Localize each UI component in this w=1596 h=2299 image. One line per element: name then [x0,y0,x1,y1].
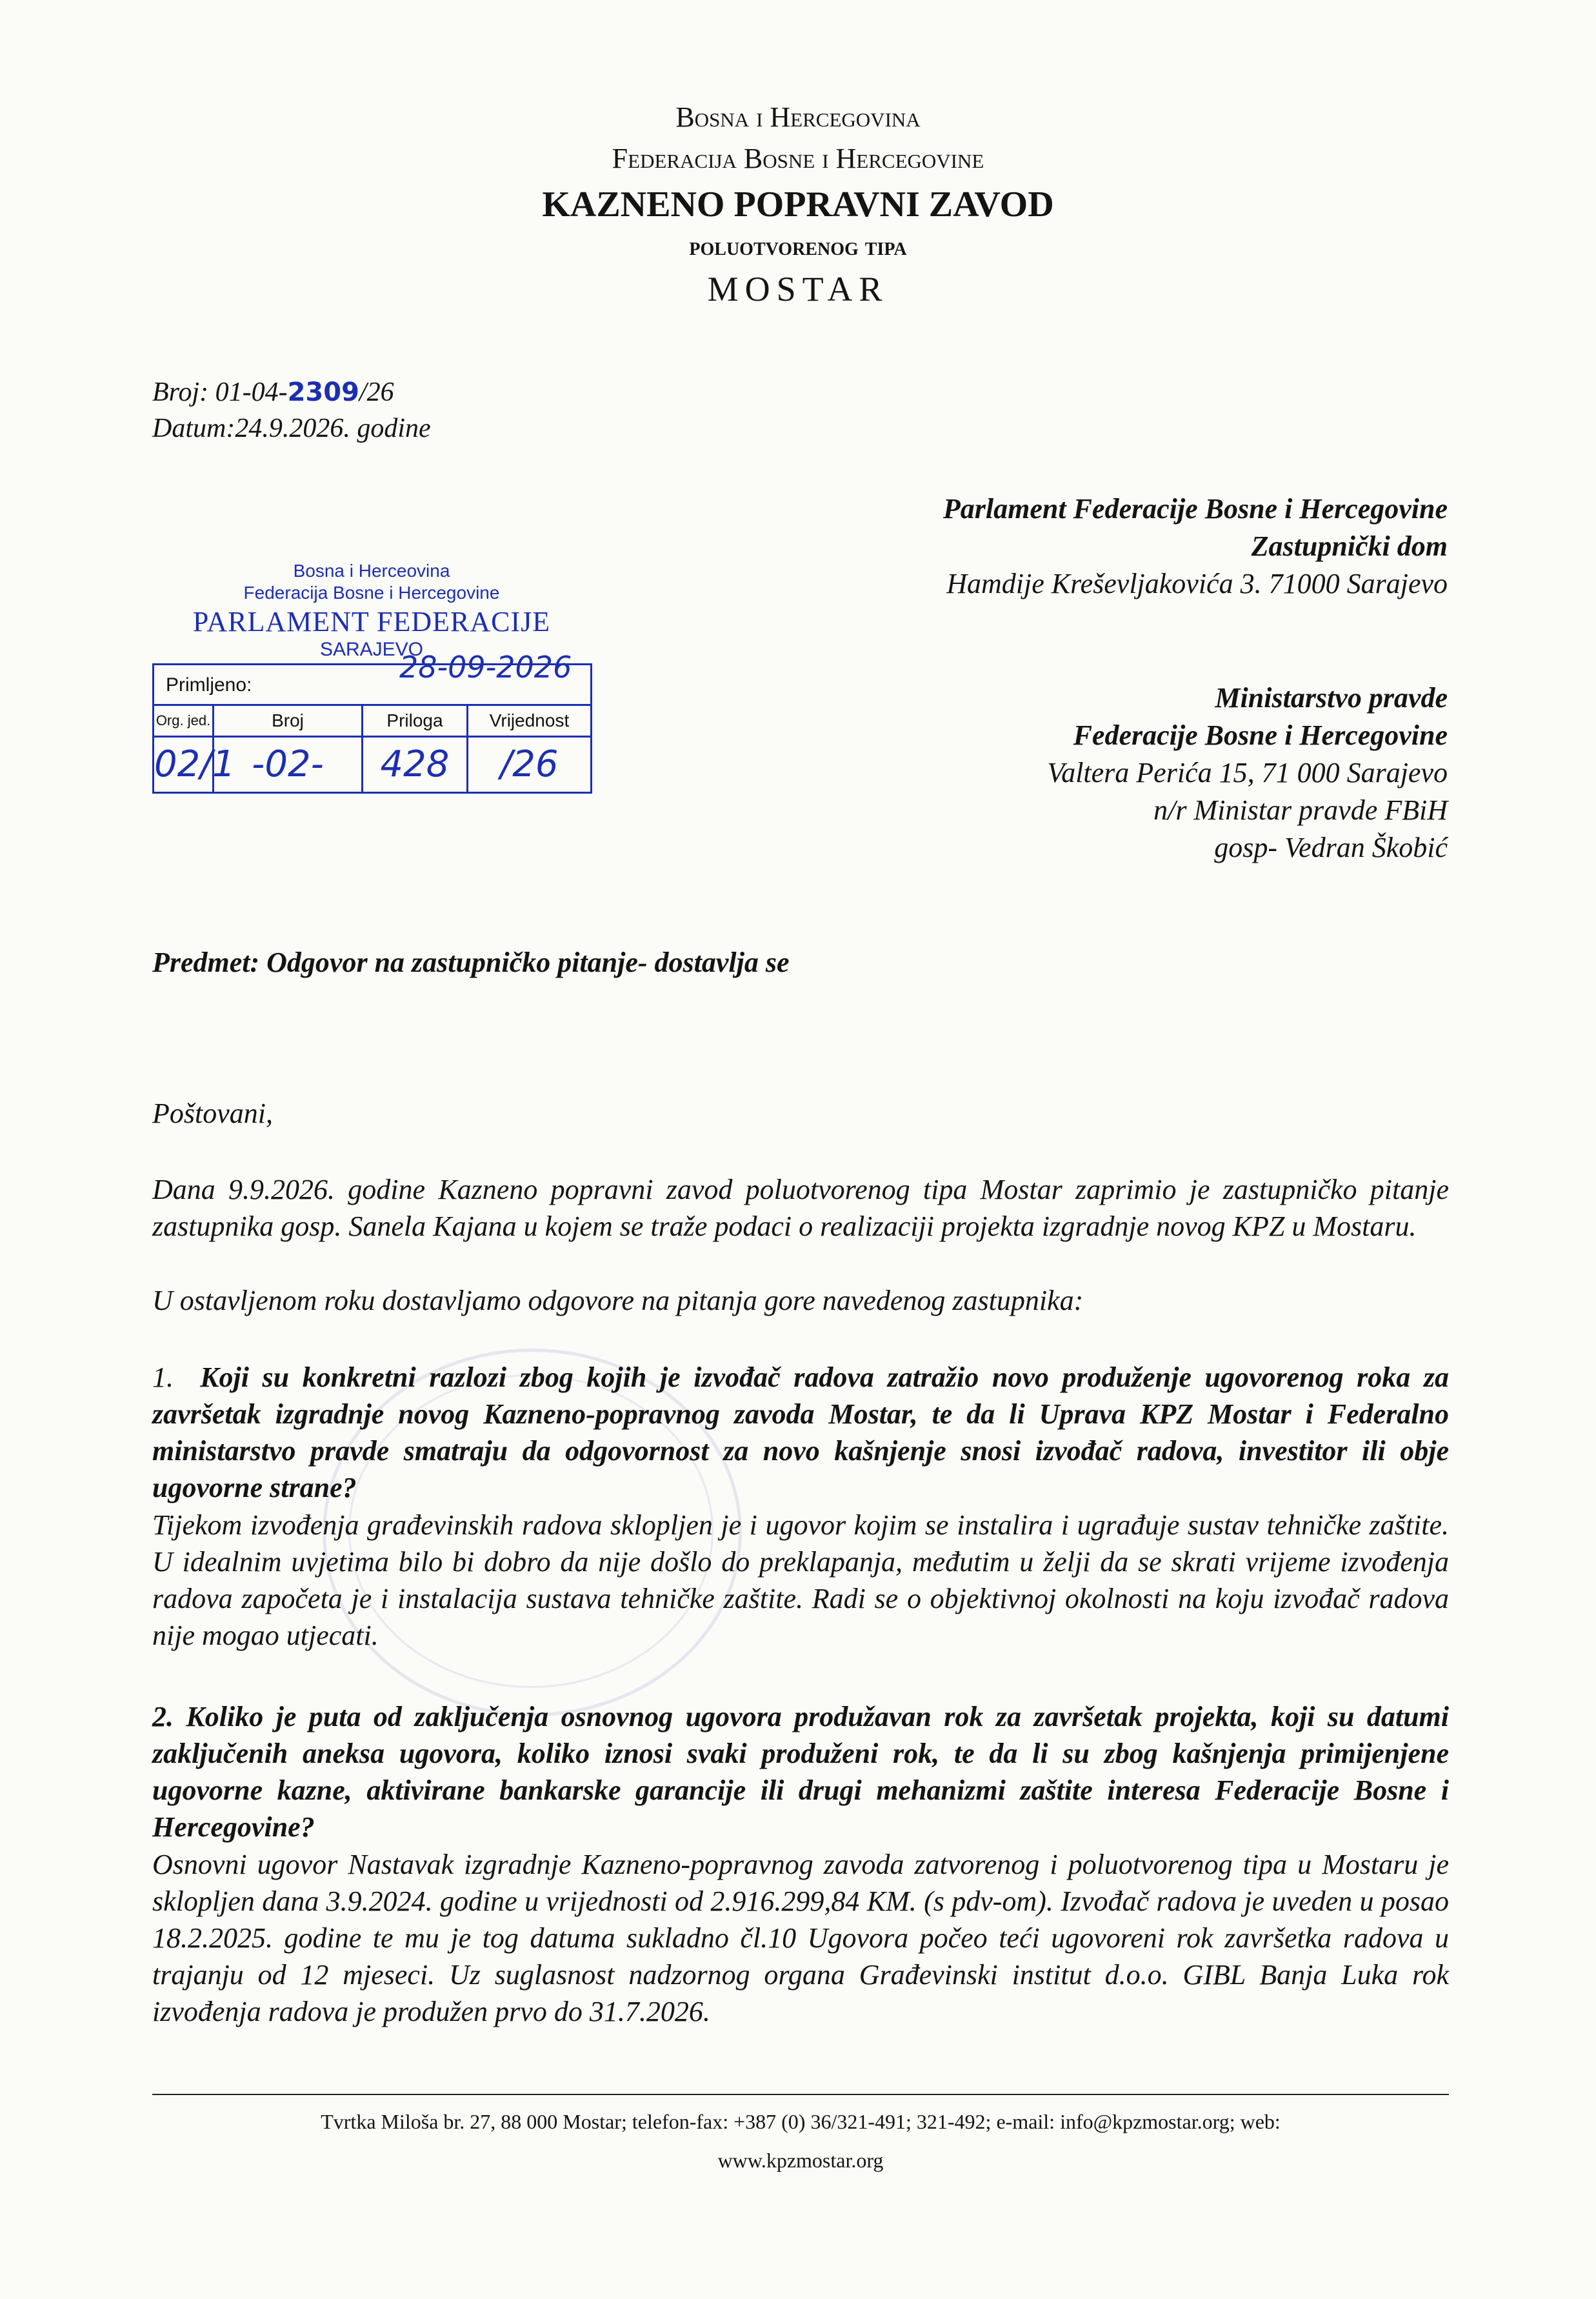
recipient-name: Parlament Federacije Bosne i Hercegovine [943,493,1448,525]
stamp-table [152,650,592,794]
recipient-dept: Zastupnički dom [1251,530,1448,562]
institution-name: KAZNENO POPRAVNI ZAVOD [542,185,1054,225]
stamp-parliament: PARLAMENT FEDERACIJE [192,606,551,637]
footer-divider [152,2094,1449,2095]
letterhead [0,97,1596,314]
ministry-person: gosp- Vedran Škobić [1214,832,1448,863]
footer-contact: Tvrtka Miloša br. 27, 88 000 Mostar; telefon-fax: +387 (0) 36/321-491; 321-492; e-mail: info@kpzmostar.org; web: [321,2110,1281,2133]
stamp-city: SARAJEVO [319,639,424,660]
stamp-val-priloga: 428 [363,738,468,792]
answer-1: Tijekom izvođenja građevinskih radova sklopljen je i ugovor kojim se instalira i ugrađuje sustav tehničke zaštite. U idealnim uvjetima bilo bi dobro da nije došlo do preklapanja, međutim u želji da se skrati vrijeme izvođenja radova započeta je i instalacija sustava tehničke zaštite. Radi se o objektivnoj okolnosti na koju izvođač radova nije mogao utjecati. [152,1509,1449,1651]
intro-paragraph: Dana 9.9.2026. godine Kazneno popravni zavod poluotvorenog tipa Mostar zaprimio je zastupničko pitanje zastupnika gosp. Sanela Kajana u kojem se traže podaci o realizaciji projekta izgradnje novog KPZ u Mostaru. [152,1174,1449,1242]
stamp-col-vrijednost: Vrijednost [489,710,570,730]
country-name: Bosna i Hercegovina [675,101,921,133]
institution-type: poluotvorenog tipa [689,232,907,261]
stamp-received-date: 28-09-2026 [399,650,572,685]
recipient-parliament [943,490,1448,603]
institution-city: MOSTAR [707,270,889,308]
footer-website: www.kpzmostar.org [717,2149,884,2172]
received-stamp [152,560,591,794]
intro-paragraph-2: U ostavljenom roku dostavljamo odgovore na pitanja gore navedenog zastupnika: [152,1285,1084,1316]
question-2: 2. Koliko je puta od zaključenja osnovnog ugovora produžavan rok za završetak projekta, koji su datumi zaključenih aneksa ugovora, koliko iznosi svaki produženi rok, te da li su zbog kašnjenja primijenjene ugovorne kazne, aktivirane bankarske garancije ili drugi mehanizmi zaštite interesa Federacije Bosne i Hercegovine? [152,1701,1449,1843]
ministry-name-2: Federacije Bosne i Hercegovine [1073,719,1448,751]
recipient-ministry [1047,679,1448,867]
reference-date: Datum:24.9.2026. godine [152,414,431,443]
recipient-address: Hamdije Kreševljakovića 3. 71000 Sarajevo [946,568,1448,599]
answer-2: Osnovni ugovor Nastavak izgradnje Kazneno-popravnog zavoda zatvorenog i poluotvorenog tipa u Mostaru je sklopljen dana 3.9.2024. godine u vrijednosti od 2.916.299,84 KM. (s pdv-om). Izvođač radova je uveden u posao 18.2.2025. godine te mu je tog datuma sukladno čl.10 Ugovora počeo teći ugovoreni rok završetka radova u trajanju od 12 mjeseci. Uz suglasnost nadzornog organa Građevinski institut d.o.o. GIBL Banja Luka rok izvođenja radova je produžen prvo do 31.7.2026. [152,1849,1449,2027]
stamp-col-broj: Broj [214,706,363,736]
reference-block [152,374,431,447]
reference-number [152,374,431,410]
stamp-value-row [154,738,590,792]
question-1 [152,1359,1449,1506]
stamp-val-vrijednost: /26 [500,743,559,785]
question-1-text: Koji su konkretni razlozi zbog kojih je izvođač radova zatražio novo produženje ugovorenog roka za završetak izgradnje novog Kazneno-popravnog zavoda Mostar, te da li Uprava KPZ Mostar i Federalno ministarstvo pravde smatraju da odgovornost za novo kašnjenje snosi izvođač radova, investitor ili obje ugovorne strane? [152,1361,1450,1503]
stamp-federation: Federacija Bosne i Hercegovine [243,583,500,603]
stamp-received-label: Primljeno: [166,674,252,696]
stamp-col-org: Org. jed. [154,706,214,736]
ministry-address: Valtera Perića 15, 71 000 Sarajevo [1047,757,1448,788]
federation-name: Federacija Bosne i Hercegovine [612,143,984,174]
reference-number-suffix: /26 [359,377,394,407]
greeting: Poštovani, [152,1098,273,1129]
reference-number-handwritten: 2309 [287,377,359,407]
ministry-name: Ministarstvo pravde [1215,682,1448,714]
question-1-number: 1. [152,1361,174,1393]
subject-line: Predmet: Odgovor na zastupničko pitanje- dostavlja se [152,947,790,978]
footer [152,2102,1449,2180]
reference-number-prefix: Broj: 01-04- [152,377,288,407]
stamp-received-row [154,650,590,706]
stamp-val-broj: -02- [214,738,363,792]
stamp-val-org: 02/1 [154,738,214,792]
ministry-attention: n/r Ministar pravde FBiH [1153,794,1448,826]
stamp-col-priloga: Priloga [363,706,468,736]
stamp-header-row [154,706,590,738]
stamp-country: Bosna i Herceovina [293,561,450,581]
